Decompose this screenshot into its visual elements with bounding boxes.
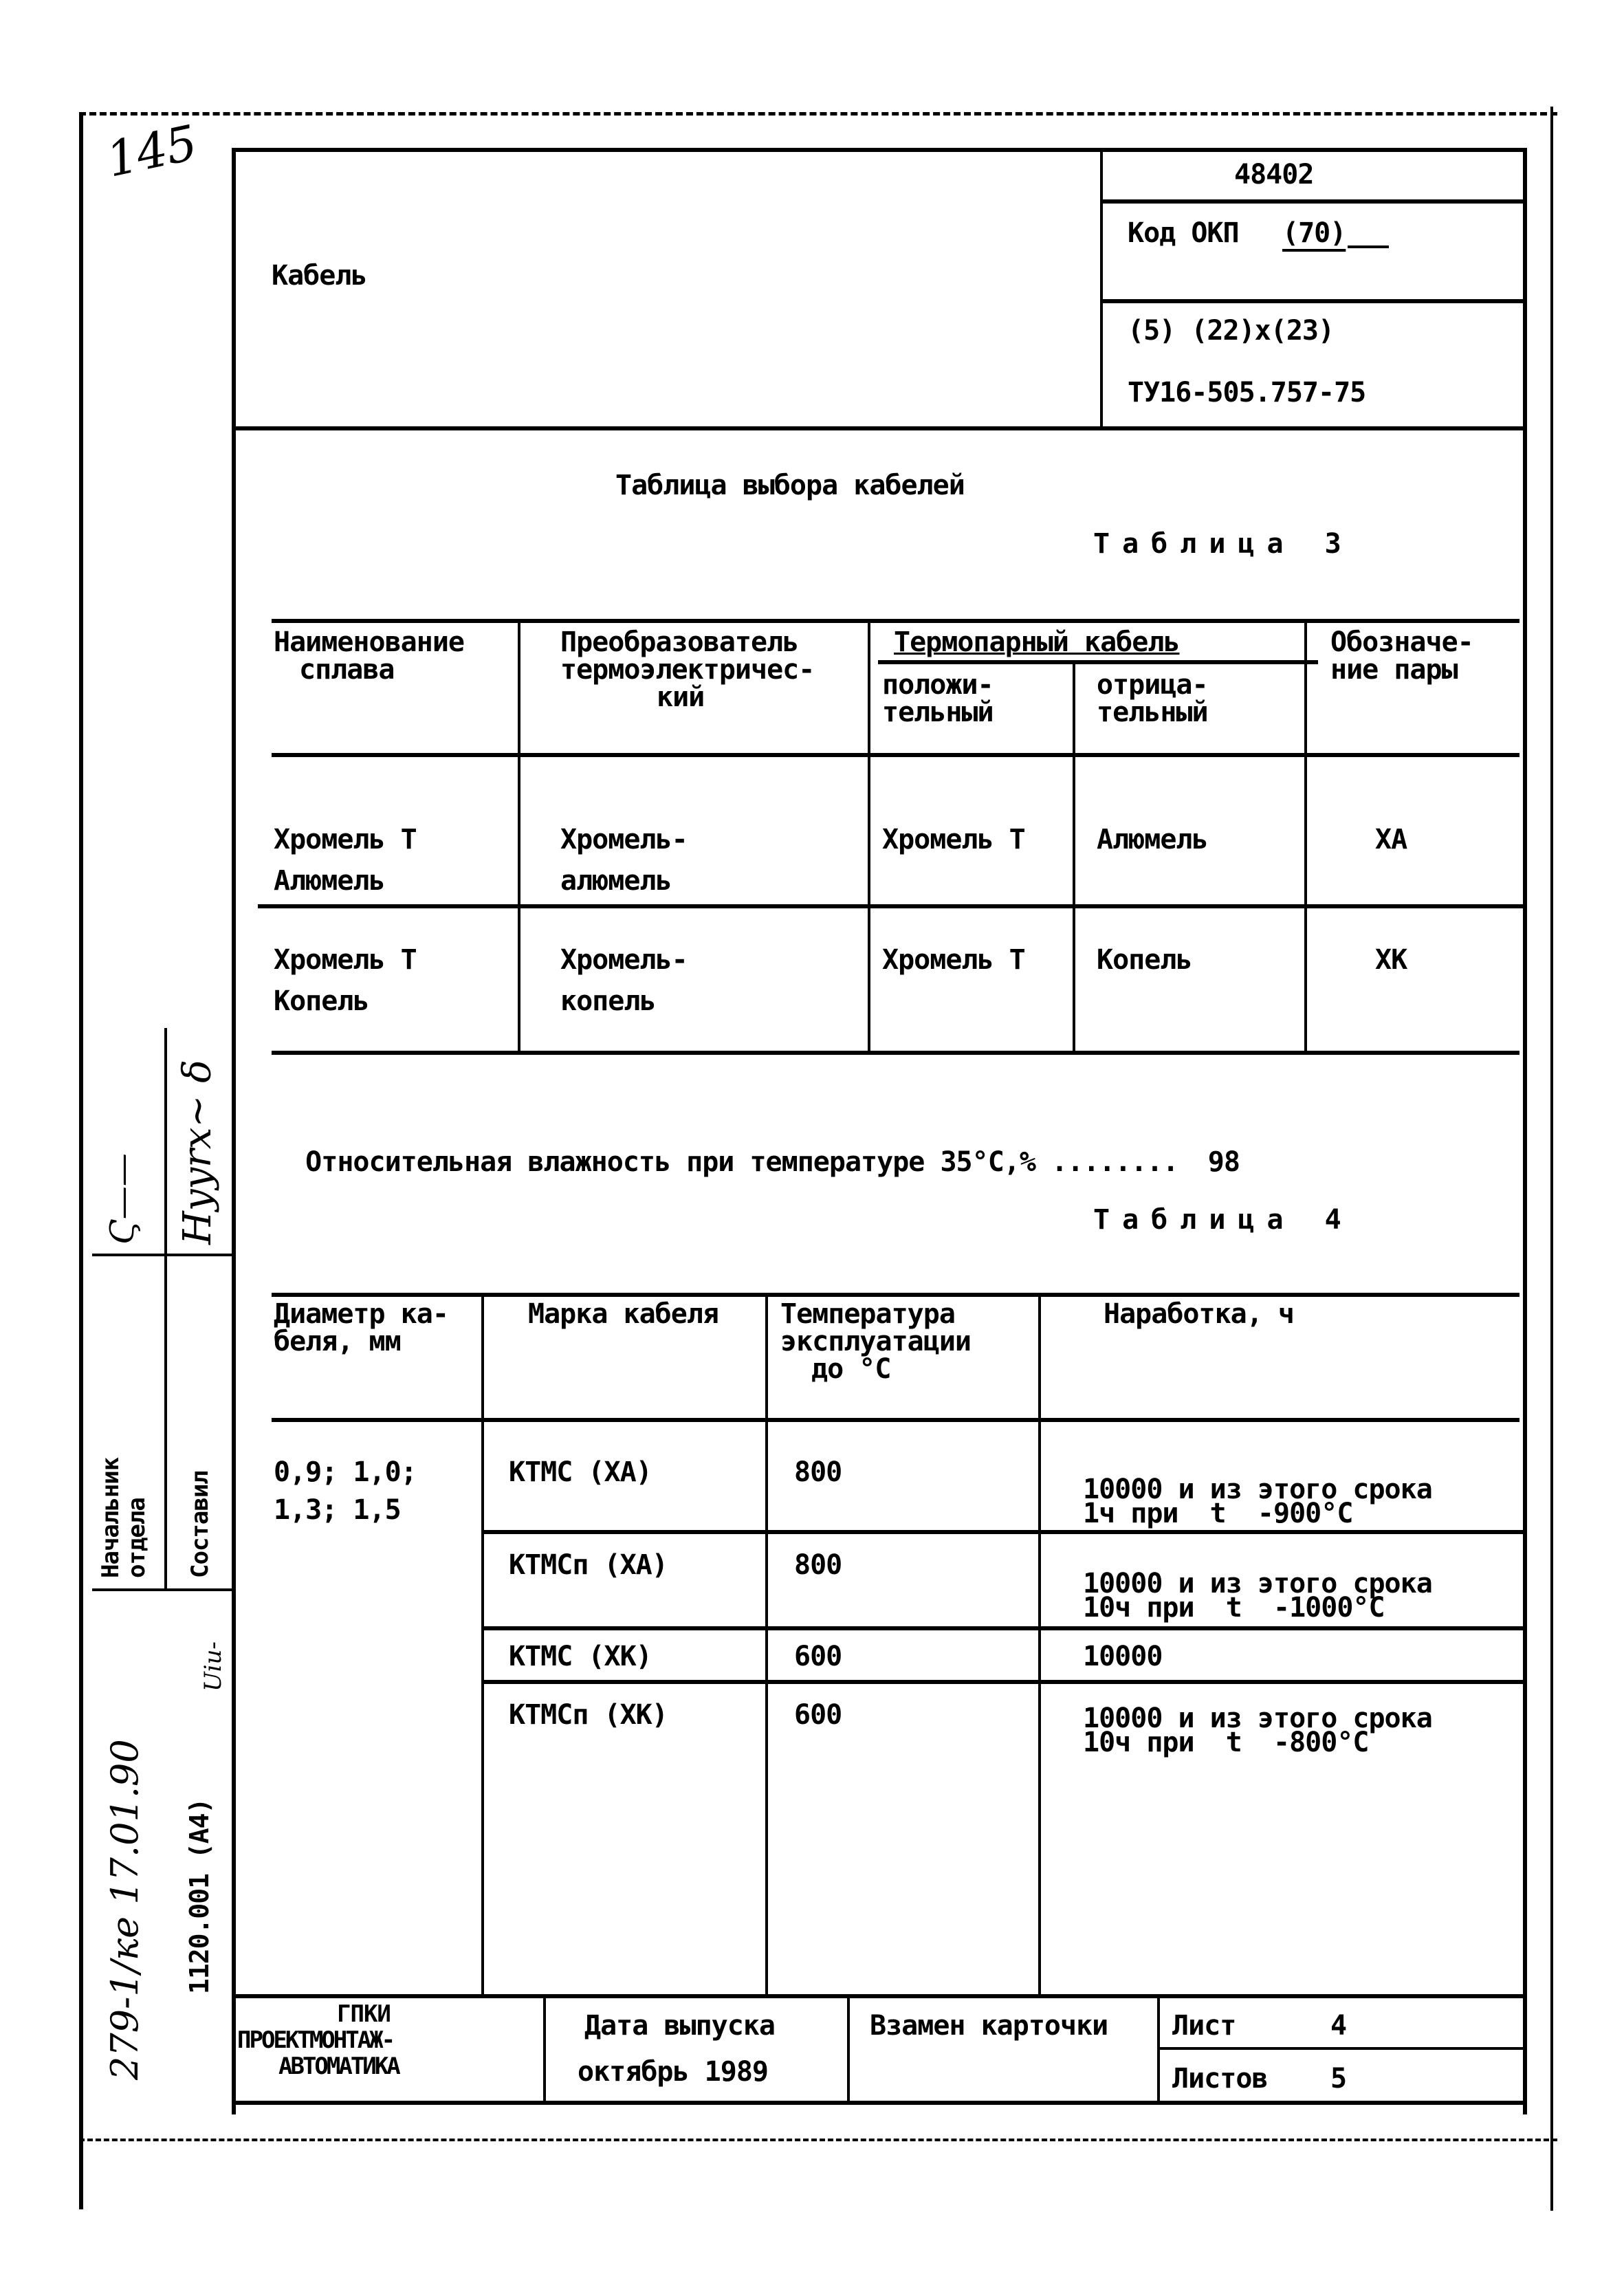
card-top-border: [232, 148, 1527, 152]
table4-row1-rule: [481, 1530, 1523, 1534]
cell-time-l2: 10ч при t -800°С: [1083, 1727, 1369, 1758]
cell-temp: 600: [794, 1641, 842, 1672]
page-border-bottom: [79, 2139, 1557, 2141]
spec-number: ТУ16-505.757-75: [1128, 377, 1366, 408]
cell-positive: Хромель Т: [882, 944, 1025, 976]
col-header-positive-l1: положи-: [882, 669, 994, 701]
col-header-thermocouple-cable: Термопарный кабель: [894, 626, 1180, 658]
cell-pair: ХА: [1375, 824, 1407, 855]
footer-bottom-rule: [232, 2101, 1527, 2105]
cell-converter-l2: копель: [560, 985, 656, 1017]
col-header-pair-l2: ние пары: [1330, 654, 1458, 686]
header-bottom-border: [232, 426, 1527, 430]
cell-temp: 600: [794, 1699, 842, 1731]
humidity-text: Относительная влажность при температуре 35: [305, 1146, 972, 1178]
table3-col1-rule: [518, 621, 520, 1051]
table3-header-rule: [272, 753, 1519, 757]
table3-label: Таблица 3: [1093, 528, 1354, 560]
table4-label: Таблица 4: [1093, 1204, 1354, 1236]
footer-top-rule: [232, 1994, 1527, 1998]
sheet-value: 4: [1330, 2010, 1347, 2042]
release-label: Дата выпуска: [584, 2010, 775, 2042]
sheets-value: 5: [1330, 2063, 1347, 2095]
cell-negative: Копель: [1097, 944, 1192, 976]
table3-caption: Таблица выбора кабелей: [615, 470, 965, 501]
col-header-converter-l1: Преобразователь: [560, 626, 799, 658]
footer-col2-rule: [847, 1996, 850, 2103]
cell-brand: КТМСп (ХК): [509, 1699, 668, 1731]
handwritten-registration: 279-1/ке 17.01.90: [103, 1739, 146, 2080]
small-signature: Uiu-: [199, 1641, 227, 1692]
organization-l2: ПРОЕКТМОНТАЖ-: [237, 2026, 394, 2054]
cell-alloy-l2: Алюмель: [274, 865, 385, 897]
cell-temp: 800: [794, 1456, 842, 1488]
page-border-right: [1550, 107, 1553, 2211]
signature-compiler: Hyyrx~ δ: [175, 1060, 220, 1245]
sheet-label: Лист: [1172, 2010, 1236, 2042]
table4-top-rule: [272, 1293, 1519, 1297]
page-border-top: [79, 112, 1557, 116]
cell-brand: КТМСп (ХА): [509, 1549, 668, 1581]
organization-l3: АВТОМАТИКА: [278, 2053, 399, 2080]
stamp-labels-separator: [92, 1588, 233, 1591]
card-left-border: [232, 148, 236, 2114]
col-header-positive-l2: тельный: [882, 697, 994, 728]
page-border-left: [79, 112, 83, 2209]
replaces-label: Взамен карточки: [870, 2010, 1108, 2042]
release-value: октябрь 1989: [578, 2056, 768, 2088]
handwritten-page-number: 145: [101, 114, 201, 188]
okp-separator: [1100, 299, 1526, 303]
table4-row2-rule: [481, 1626, 1523, 1630]
product-code: 48402: [1234, 159, 1314, 190]
cell-time-l1: 10000 и из этого срока: [1083, 1703, 1432, 1734]
table3-row-rule: [258, 904, 1523, 908]
stamp-middle-rule: [164, 1028, 167, 1588]
table3-bottom-rule: [272, 1051, 1519, 1055]
cell-time-l1: 10000 и из этого срока: [1083, 1474, 1432, 1505]
cell-alloy-l1: Хромель Т: [274, 944, 417, 976]
humidity-line: [274, 1108, 1240, 1180]
table4-row3-rule: [481, 1680, 1523, 1684]
cell-diameter-l2: 1,3; 1,5: [274, 1494, 401, 1526]
col-header-converter-l2: термоэлектричес-: [560, 654, 815, 686]
product-name: Кабель: [272, 260, 367, 292]
cell-brand: КТМС (ХК): [509, 1641, 652, 1672]
col-header-pair-l1: Обозначе-: [1330, 626, 1473, 658]
footer-sheet-separator: [1157, 2047, 1525, 2050]
col-header-diameter-l1: Диаметр ка-: [274, 1298, 448, 1330]
sheets-label: Листов: [1172, 2063, 1268, 2095]
humidity-unit: °С,%: [972, 1146, 1035, 1178]
cell-converter-l1: Хромель-: [560, 944, 688, 976]
header-divider: [1100, 148, 1103, 430]
footer-col1-rule: [543, 1996, 546, 2103]
cell-brand: КТМС (ХА): [509, 1456, 652, 1488]
table4-col3-rule: [1038, 1295, 1041, 1996]
table3-col4-rule: [1304, 621, 1307, 1051]
table4-col1-rule: [481, 1295, 484, 1996]
cell-converter-l1: Хромель-: [560, 824, 688, 855]
col-header-negative-l1: отрица-: [1097, 669, 1208, 701]
cell-pair: ХК: [1375, 944, 1407, 976]
cell-diameter-l1: 0,9; 1,0;: [274, 1456, 417, 1488]
cell-positive: Хромель Т: [882, 824, 1025, 855]
humidity-dots: ........: [1035, 1146, 1194, 1178]
cell-temp: 800: [794, 1549, 842, 1581]
organization-l1: ГПКИ: [337, 2000, 391, 2028]
col-header-operating-time: Наработка, ч: [1104, 1298, 1294, 1330]
cell-alloy-l2: Копель: [274, 985, 369, 1017]
col-header-converter-l3: кий: [657, 681, 705, 713]
cell-time-l2: 10ч при t -1000°С: [1083, 1592, 1385, 1623]
code-separator: [1100, 199, 1526, 204]
cell-converter-l2: алюмель: [560, 865, 672, 897]
okp-underline-extension: [1348, 245, 1389, 248]
col-header-negative-l2: тельный: [1097, 697, 1208, 728]
okp-label: Код ОКП: [1128, 217, 1239, 249]
stamp-head-of-dept: Начальник отдела: [97, 1457, 151, 1578]
cell-time-l1: 10000 и из этого срока: [1083, 1568, 1432, 1599]
table3-col3-rule: [1073, 660, 1075, 1051]
col-header-diameter-l2: беля, мм: [274, 1326, 401, 1357]
col-header-brand: Марка кабеля: [528, 1298, 718, 1330]
cell-time-l2: 1ч при t -900°С: [1083, 1498, 1353, 1529]
cell-time-l1: 10000: [1083, 1641, 1163, 1672]
col-header-alloy-l2: сплава: [299, 654, 395, 686]
humidity-value: 98: [1207, 1146, 1240, 1178]
fields-line: (5) (22)x(23): [1128, 315, 1335, 347]
table4-header-rule: [272, 1418, 1519, 1422]
col-header-temperature-l1: Температура: [780, 1298, 955, 1330]
table3-col2-rule: [868, 621, 870, 1051]
col-header-temperature-l3: до °С: [811, 1353, 891, 1385]
table3-subheader-rule: [878, 660, 1318, 664]
col-header-alloy-l1: Наименование: [274, 626, 464, 658]
stamp-compiled: Составил: [186, 1471, 214, 1578]
table3-top-rule: [272, 619, 1519, 623]
table4-col2-rule: [765, 1295, 768, 1996]
signature-head-of-dept: Ϛ——: [103, 1153, 142, 1245]
cell-alloy-l1: Хромель Т: [274, 824, 417, 855]
cell-negative: Алюмель: [1097, 824, 1208, 855]
card-right-border: [1523, 148, 1527, 2114]
col-header-temperature-l2: эксплуатации: [780, 1326, 971, 1357]
form-code: 1120.001 (А4): [184, 1798, 215, 1994]
stamp-sig-separator: [92, 1254, 233, 1256]
okp-value: (70): [1282, 217, 1346, 249]
